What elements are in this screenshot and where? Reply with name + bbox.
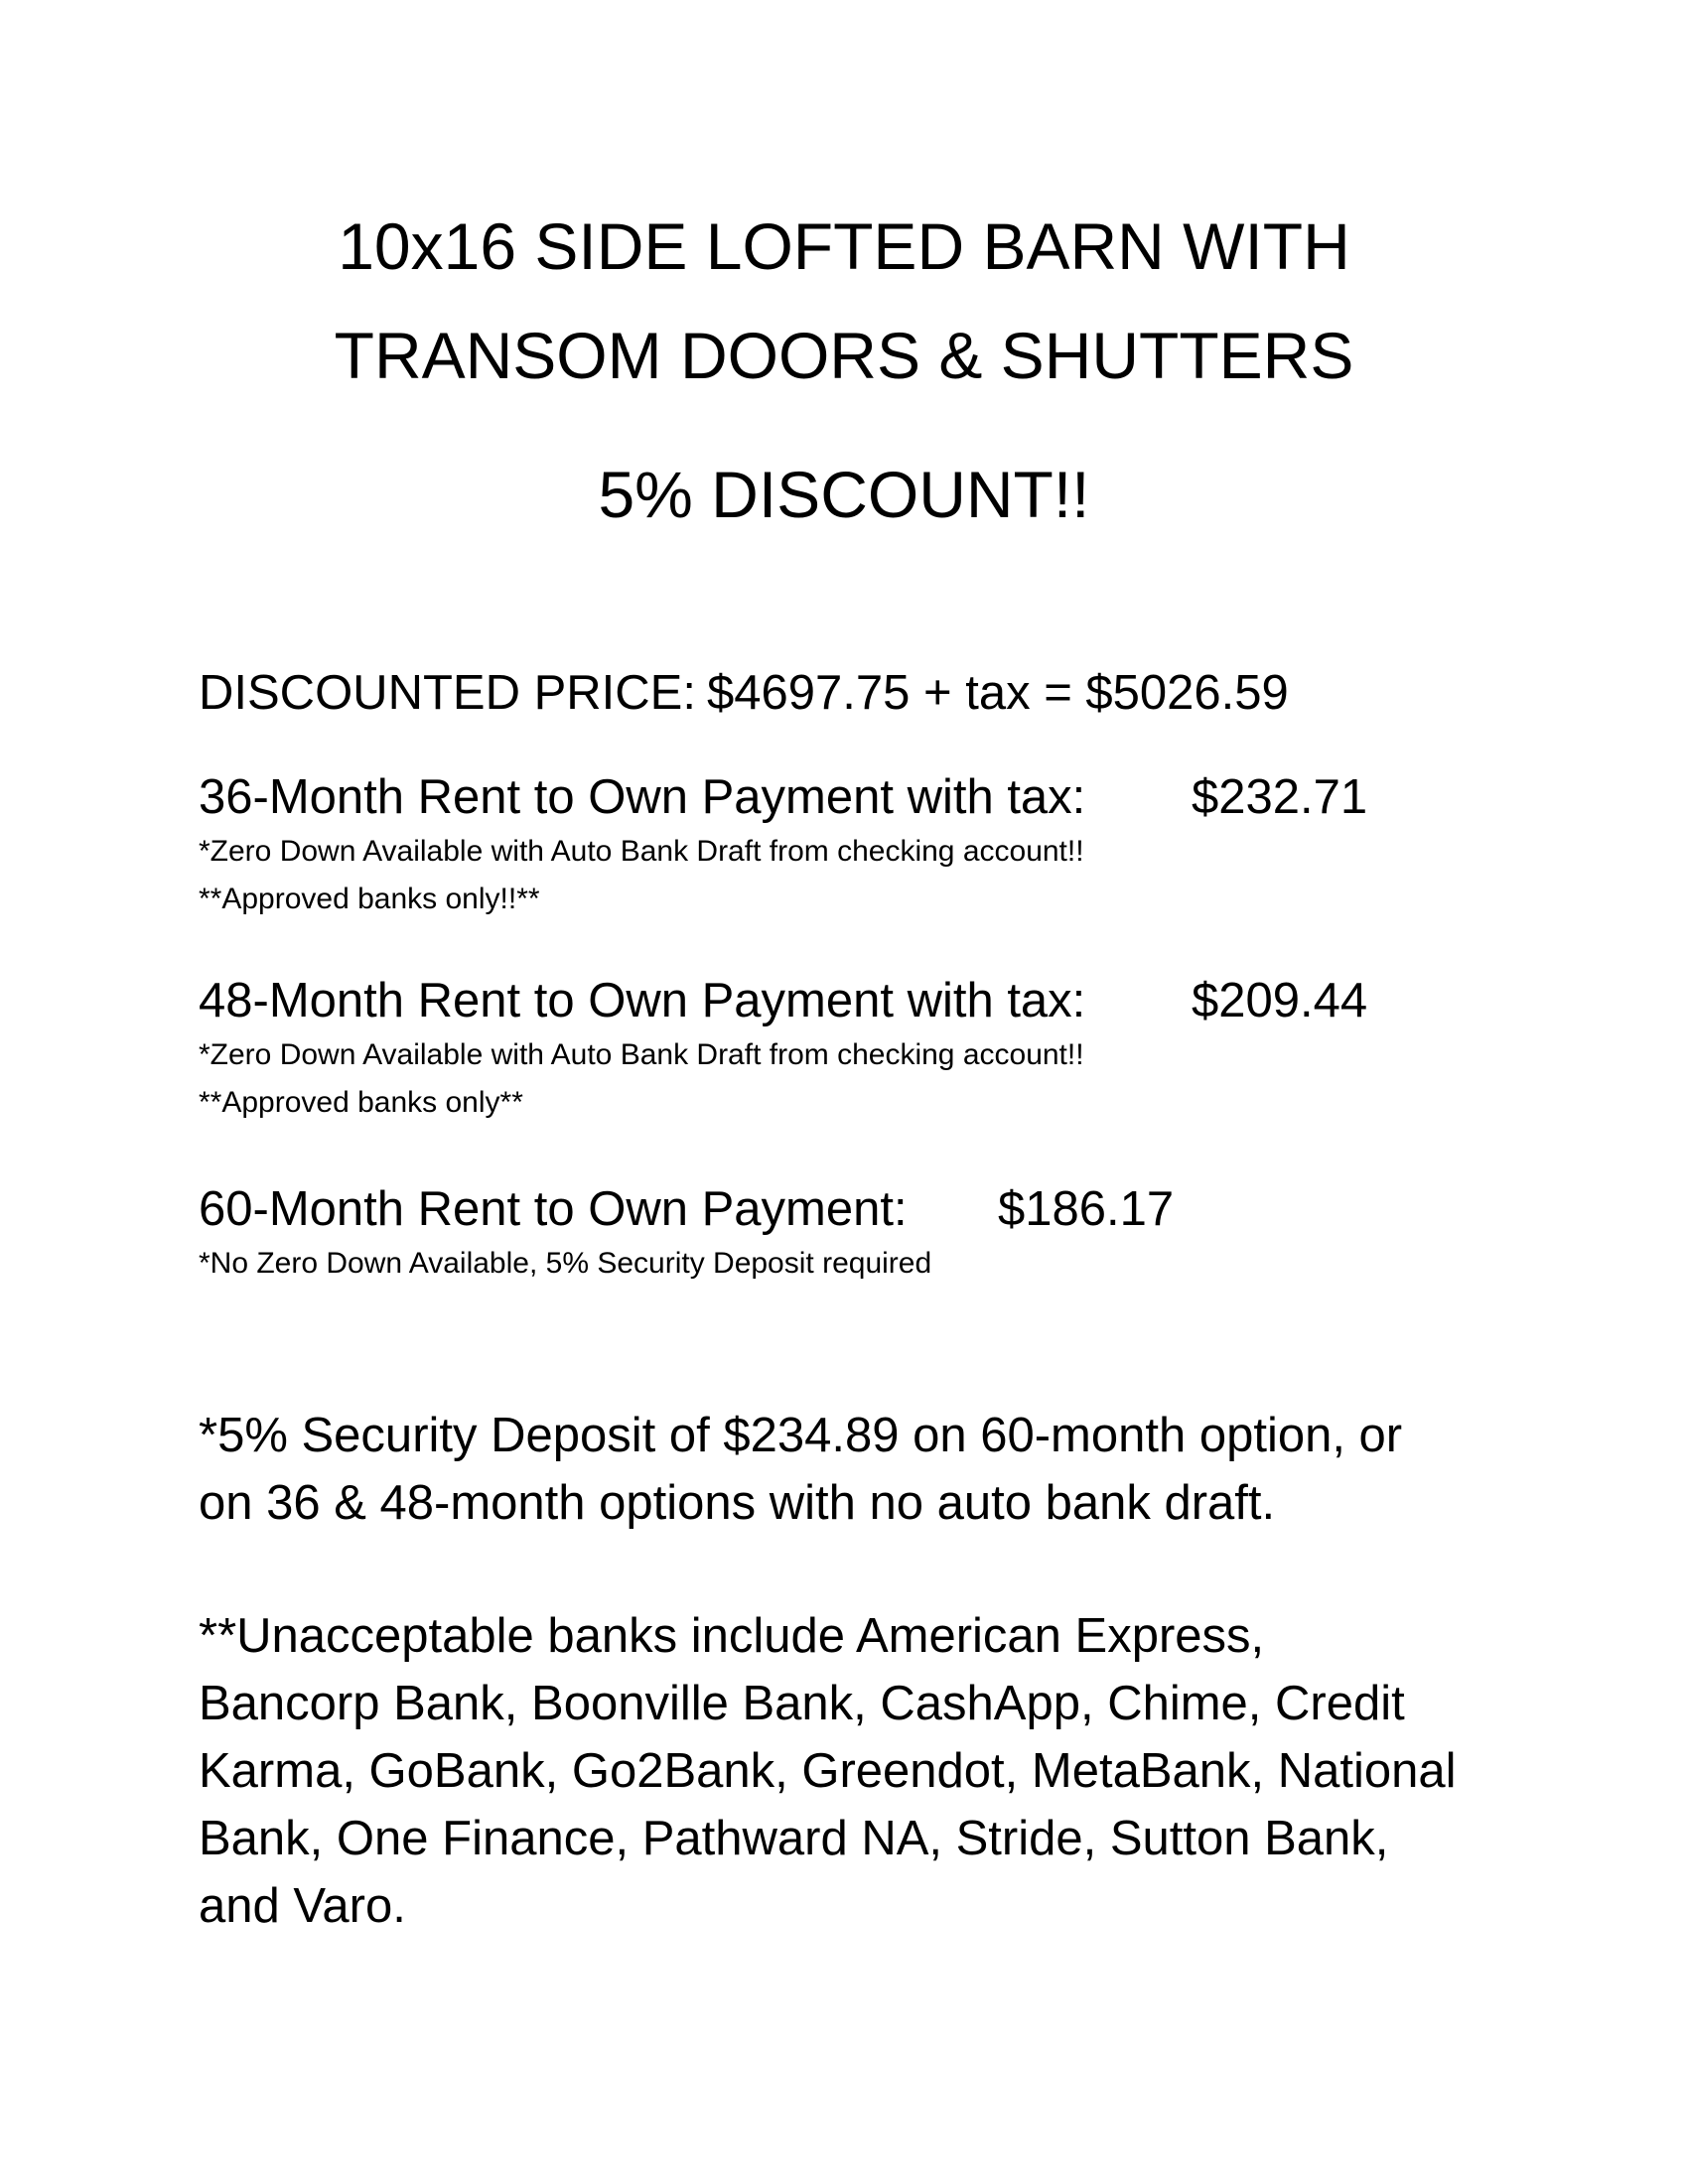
option-36-note-1: *Zero Down Available with Auto Bank Draft from checking account!! <box>199 835 1084 868</box>
option-60-note-1: *No Zero Down Available, 5% Security Deposit required <box>199 1247 932 1280</box>
unacceptable-banks-line-2: Bancorp Bank, Boonville Bank, CashApp, Chime, Credit <box>199 1677 1405 1730</box>
option-36-label: 36-Month Rent to Own Payment with tax: <box>199 770 1086 824</box>
unacceptable-banks-line-3: Karma, GoBank, Go2Bank, Greendot, MetaBank, National <box>199 1744 1457 1798</box>
title-line-1: 10x16 SIDE LOFTED BARN WITH <box>338 209 1350 283</box>
option-60-amount: $186.17 <box>998 1182 1175 1236</box>
option-36-amount: $232.71 <box>1192 770 1368 824</box>
option-48-label: 48-Month Rent to Own Payment with tax: <box>199 974 1086 1027</box>
title-line-2: TRANSOM DOORS & SHUTTERS <box>334 319 1354 392</box>
discounted-price-value: $4697.75 + tax = $5026.59 <box>707 666 1289 720</box>
option-36-note-2: **Approved banks only!!** <box>199 883 540 915</box>
security-deposit-line-1: *5% Security Deposit of $234.89 on 60-month option, or <box>199 1409 1403 1462</box>
option-48-note-2: **Approved banks only** <box>199 1086 523 1119</box>
discount-headline: 5% DISCOUNT!! <box>598 458 1090 531</box>
unacceptable-banks-line-5: and Varo. <box>199 1879 406 1933</box>
security-deposit-line-2: on 36 & 48-month options with no auto bank draft. <box>199 1476 1276 1530</box>
option-48-amount: $209.44 <box>1192 974 1368 1027</box>
unacceptable-banks-line-1: **Unacceptable banks include American Express, <box>199 1609 1265 1663</box>
option-48-note-1: *Zero Down Available with Auto Bank Draft from checking account!! <box>199 1038 1084 1071</box>
option-60-label: 60-Month Rent to Own Payment: <box>199 1182 908 1236</box>
discounted-price-label: DISCOUNTED PRICE: <box>199 666 696 720</box>
unacceptable-banks-line-4: Bank, One Finance, Pathward NA, Stride, Sutton Bank, <box>199 1812 1389 1865</box>
